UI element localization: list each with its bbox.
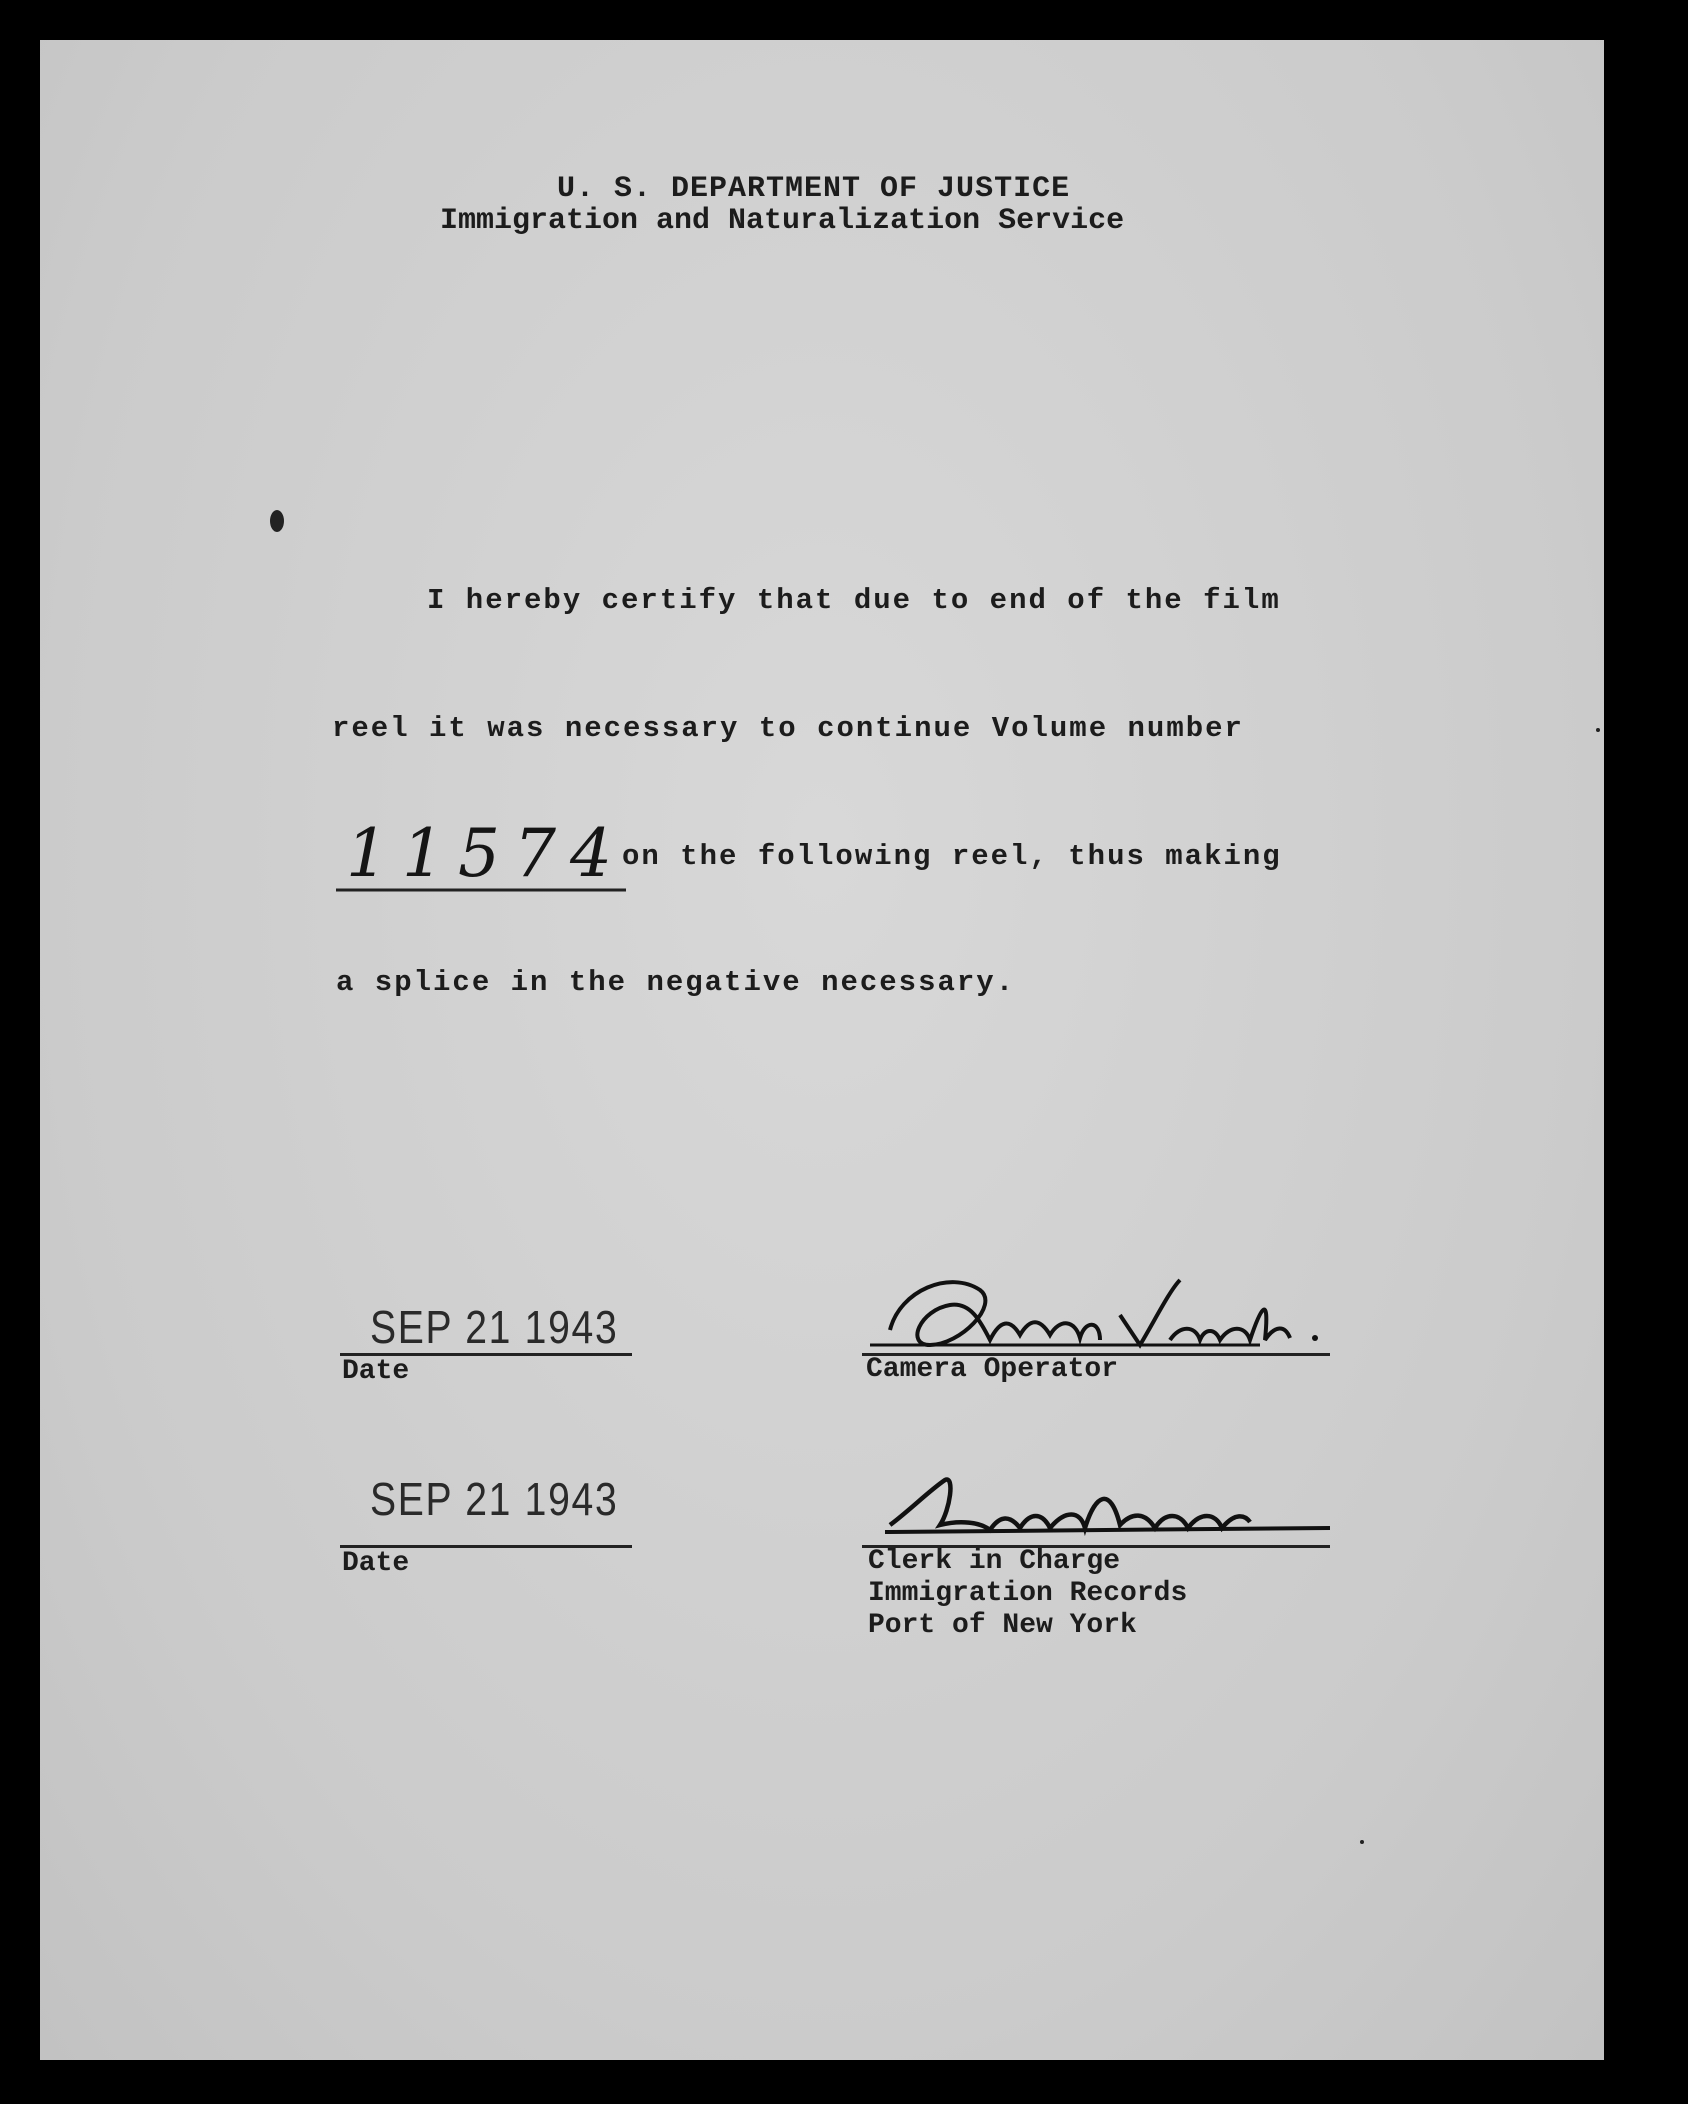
header-department: U. S. DEPARTMENT OF JUSTICE (557, 172, 1071, 206)
certify-line-4: a splice in the negative necessary. (336, 966, 1016, 999)
date-label-1: Date (342, 1356, 410, 1387)
document-page (40, 40, 1604, 2060)
speck (1360, 1840, 1364, 1844)
ink-blot (270, 510, 284, 532)
date-stamp-2: SEP 21 1943 (370, 1473, 619, 1525)
handwritten-volume-number (336, 818, 636, 898)
clerk-label-department: Immigration Records (868, 1578, 1188, 1609)
camera-operator-label: Camera Operator (866, 1354, 1119, 1385)
date-label-2: Date (342, 1548, 410, 1579)
certify-line-2: reel it was necessary to continue Volume number (332, 712, 1244, 745)
clerk-label-port: Port of New York (868, 1610, 1137, 1641)
certify-line-3: on the following reel, thus making (622, 840, 1282, 873)
volume-number-text: 11574 (346, 818, 626, 892)
date-stamp-1: SEP 21 1943 (370, 1301, 619, 1353)
speck (1596, 728, 1600, 732)
header-service: Immigration and Naturalization Service (440, 204, 1125, 238)
clerk-label-title: Clerk in Charge (868, 1546, 1121, 1577)
certify-line-1: I hereby certify that due to end of the film (427, 584, 1281, 617)
clerk-signature (870, 1450, 1340, 1560)
